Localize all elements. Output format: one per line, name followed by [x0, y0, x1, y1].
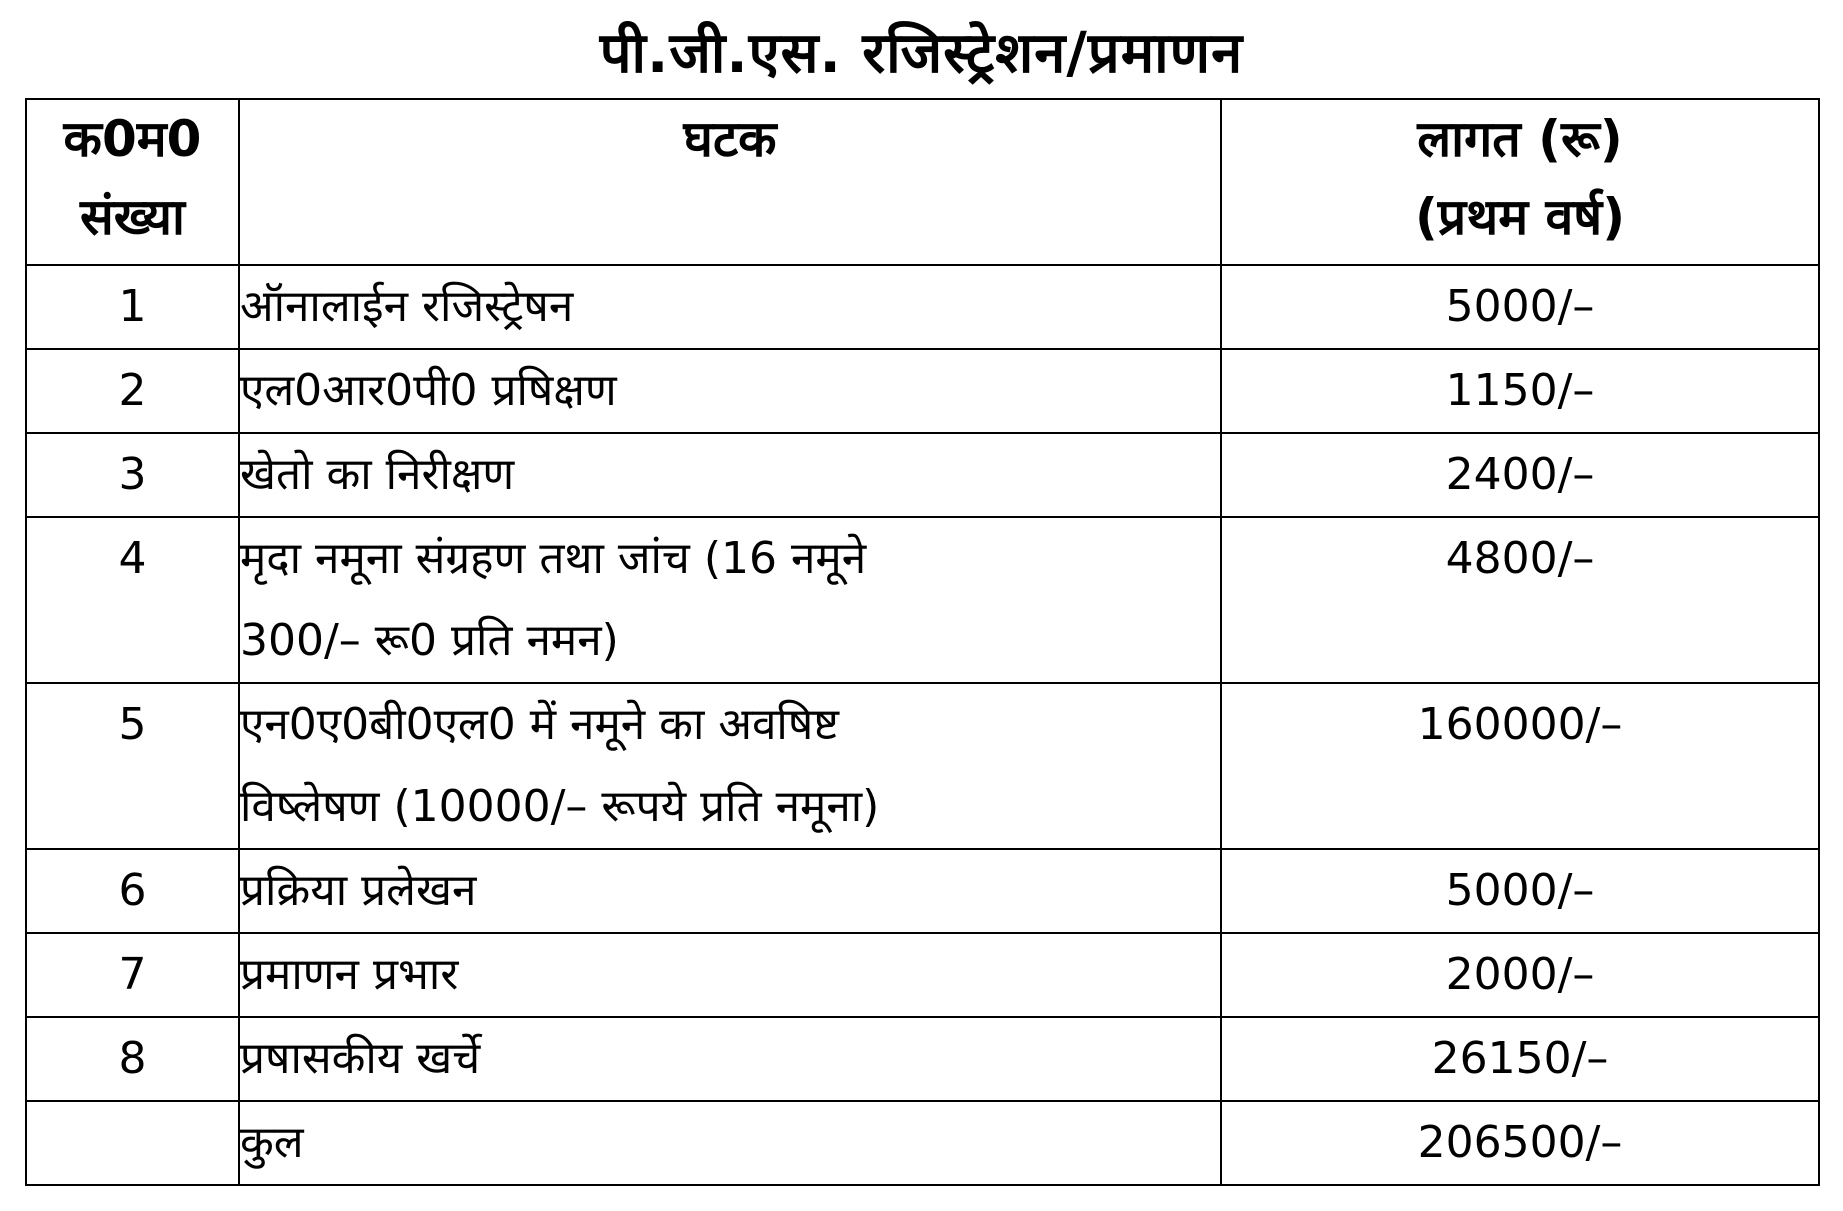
table-row — [26, 849, 1819, 933]
table-row — [26, 265, 1819, 349]
row-component-line2: विष्लेषण (10000/– रूपये प्रति नमूना) — [240, 781, 880, 832]
table-header-row — [26, 99, 1819, 265]
row-component: खेतो का निरीक्षण — [239, 433, 1221, 517]
table-row — [26, 1017, 1819, 1101]
row-serial: 7 — [26, 933, 239, 1017]
total-cost: 206500/– — [1221, 1101, 1819, 1185]
row-cost: 5000/– — [1221, 265, 1819, 349]
header-cost — [1221, 99, 1819, 265]
row-component — [239, 683, 1221, 849]
header-cost-line2: (प्रथम वर्ष) — [1414, 188, 1626, 246]
row-component-line1: मृदा नमूना संग्रहण तथा जांच (16 नमूने — [240, 533, 867, 584]
row-cost: 4800/– — [1221, 517, 1819, 683]
row-cost: 2400/– — [1221, 433, 1819, 517]
row-cost: 26150/– — [1221, 1017, 1819, 1101]
row-cost: 160000/– — [1221, 683, 1819, 849]
row-cost: 1150/– — [1221, 349, 1819, 433]
row-serial: 5 — [26, 683, 239, 849]
row-component: प्रक्रिया प्रलेखन — [239, 849, 1221, 933]
row-component: प्रमाणन प्रभार — [239, 933, 1221, 1017]
row-component: एल0आर0पी0 प्रषिक्षण — [239, 349, 1221, 433]
row-serial: 4 — [26, 517, 239, 683]
row-serial: 3 — [26, 433, 239, 517]
cost-table — [25, 98, 1820, 1186]
header-serial-number — [26, 99, 239, 265]
header-component-label: घटक — [683, 110, 777, 168]
total-row — [26, 1101, 1819, 1185]
row-serial: 1 — [26, 265, 239, 349]
row-component-line2: 300/– रू0 प्रति नमन) — [240, 615, 619, 666]
row-component: प्रषासकीय खर्चे — [239, 1017, 1221, 1101]
header-component — [239, 99, 1221, 265]
header-serial-line2: संख्या — [80, 188, 185, 246]
row-component-line1: एन0ए0बी0एल0 में नमूने का अवषिष्ट — [240, 699, 839, 750]
table-row — [26, 349, 1819, 433]
row-cost: 5000/– — [1221, 849, 1819, 933]
table-row — [26, 517, 1819, 683]
row-serial: 6 — [26, 849, 239, 933]
total-label: कुल — [239, 1101, 1221, 1185]
row-component — [239, 517, 1221, 683]
row-serial: 2 — [26, 349, 239, 433]
table-row — [26, 933, 1819, 1017]
row-cost: 2000/– — [1221, 933, 1819, 1017]
header-serial-line1: क0म0 — [63, 110, 202, 168]
page-title: पी.जी.एस. रजिस्ट्रेशन/प्रमाणन — [599, 21, 1244, 86]
row-component: ऑनालाईन रजिस्ट्रेषन — [239, 265, 1221, 349]
header-cost-line1: लागत (रू) — [1417, 110, 1623, 168]
total-serial — [26, 1101, 239, 1185]
table-row — [26, 683, 1819, 849]
table-row — [26, 433, 1819, 517]
row-serial: 8 — [26, 1017, 239, 1101]
